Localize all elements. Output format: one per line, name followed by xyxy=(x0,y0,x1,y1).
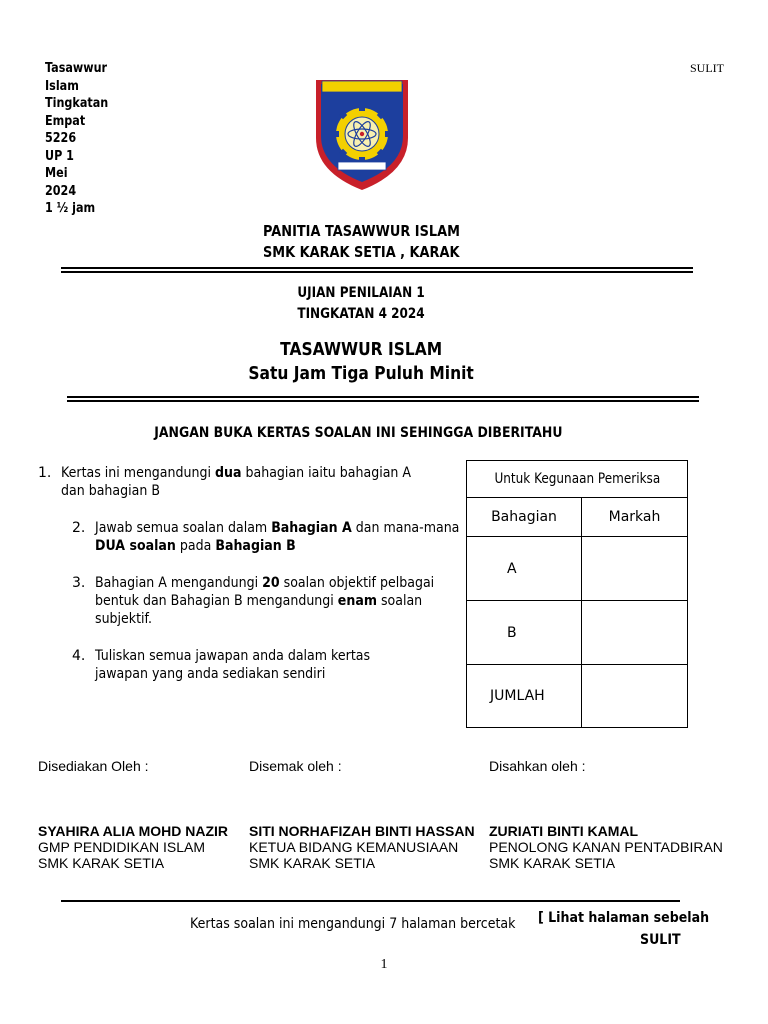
signature-approved-label: Disahkan oleh : xyxy=(489,758,586,774)
signatory-name: ZURIATI BINTI KAMAL xyxy=(489,823,639,839)
classification-label: SULIT xyxy=(690,61,724,75)
instruction-2 xyxy=(72,519,85,537)
page-number: 1 xyxy=(380,957,388,972)
subject-line: Empat xyxy=(45,113,86,129)
signatory-name: SYAHIRA ALIA MOHD NAZIR xyxy=(38,823,229,839)
markah-cell-jumlah xyxy=(582,665,688,728)
signature-block-approved xyxy=(489,823,723,871)
signatory-role: KETUA BIDANG KEMANUSIAAN xyxy=(249,839,459,855)
subject-line: UP 1 xyxy=(45,148,74,164)
instruction-4 xyxy=(72,647,85,665)
header-markah: Markah xyxy=(582,498,688,537)
markah-cell-b xyxy=(582,601,688,665)
instruction-2-text: Jawab semua soalan dalam Bahagian A dan mana-mana DUA soalan pada Bahagian B xyxy=(95,520,460,554)
signatory-role: PENOLONG KANAN PENTADBIRAN xyxy=(489,839,723,855)
subject-line: Tasawwur xyxy=(45,61,108,76)
page-count-note: Kertas soalan ini mengandungi 7 halaman bercetak xyxy=(190,916,516,932)
subject-line: 5226 xyxy=(45,131,77,146)
exam-subject: TASAWWUR ISLAM xyxy=(280,339,442,360)
examiner-table xyxy=(466,460,688,728)
subject-line: Tingkatan xyxy=(45,96,109,111)
instruction-number: 2. xyxy=(72,520,86,536)
divider-mid-2 xyxy=(67,400,699,402)
row-bahagian-b: B xyxy=(467,601,582,665)
subject-line: Mei xyxy=(45,166,68,181)
signatory-org: SMK KARAK SETIA xyxy=(38,855,165,871)
instruction-3-text: Bahagian A mengandungi 20 soalan objektif pelbagai bentuk dan Bahagian B mengandungi enam soalan subjektif. xyxy=(95,575,435,627)
panel-heading-line2: SMK KARAK SETIA , KARAK xyxy=(262,243,460,261)
examiner-table-title: Untuk Kegunaan Pemeriksa xyxy=(467,461,688,498)
signatory-org: SMK KARAK SETIA xyxy=(249,855,376,871)
subject-line: Islam xyxy=(45,78,79,94)
subject-line: 2024 xyxy=(45,183,77,199)
signatory-name: SITI NORHAFIZAH BINTI HASSAN xyxy=(249,823,475,839)
exam-title-line2: TINGKATAN 4 2024 xyxy=(297,306,425,322)
instruction-number: 3. xyxy=(72,575,86,591)
instruction-1-text: Kertas ini mengandungi dua bahagian iaitu bahagian A dan bahagian B xyxy=(61,465,412,499)
footer-divider xyxy=(61,900,680,902)
exam-duration: Satu Jam Tiga Puluh Minit xyxy=(248,363,474,384)
signature-block-prepared xyxy=(38,823,228,871)
row-jumlah: JUMLAH xyxy=(467,665,582,728)
next-page-note: [ Lihat halaman sebelah xyxy=(538,910,710,926)
signature-block-checked xyxy=(249,823,475,871)
markah-cell-a xyxy=(582,537,688,601)
instruction-number: 1. xyxy=(38,465,52,481)
signature-checked-label: Disemak oleh : xyxy=(249,758,342,774)
school-crest-logo xyxy=(312,76,412,192)
divider-top-1 xyxy=(61,267,693,269)
divider-mid-1 xyxy=(67,396,699,398)
instruction-number: 4. xyxy=(72,648,86,664)
panel-heading-line1: PANITIA TASAWWUR ISLAM xyxy=(262,222,460,240)
signatory-role: GMP PENDIDIKAN ISLAM xyxy=(38,839,206,855)
instruction-4-text: Tuliskan semua jawapan anda dalam kertas jawapan yang anda sediakan sendiri xyxy=(95,648,371,682)
footer-classification: SULIT xyxy=(640,932,681,948)
row-bahagian-a: A xyxy=(467,537,582,601)
subject-info-block xyxy=(45,60,108,218)
signature-prepared-label: Disediakan Oleh : xyxy=(38,758,149,774)
instruction-1 xyxy=(38,464,51,482)
exam-title-line1: UJIAN PENILAIAN 1 xyxy=(297,285,425,301)
signatory-org: SMK KARAK SETIA xyxy=(489,855,616,871)
warning-text: JANGAN BUKA KERTAS SOALAN INI SEHINGGA DIBERITAHU xyxy=(153,425,563,441)
instruction-3 xyxy=(72,574,85,592)
subject-line: 1 ½ jam xyxy=(45,201,96,216)
header-bahagian: Bahagian xyxy=(467,498,582,537)
divider-top-2 xyxy=(61,271,693,273)
